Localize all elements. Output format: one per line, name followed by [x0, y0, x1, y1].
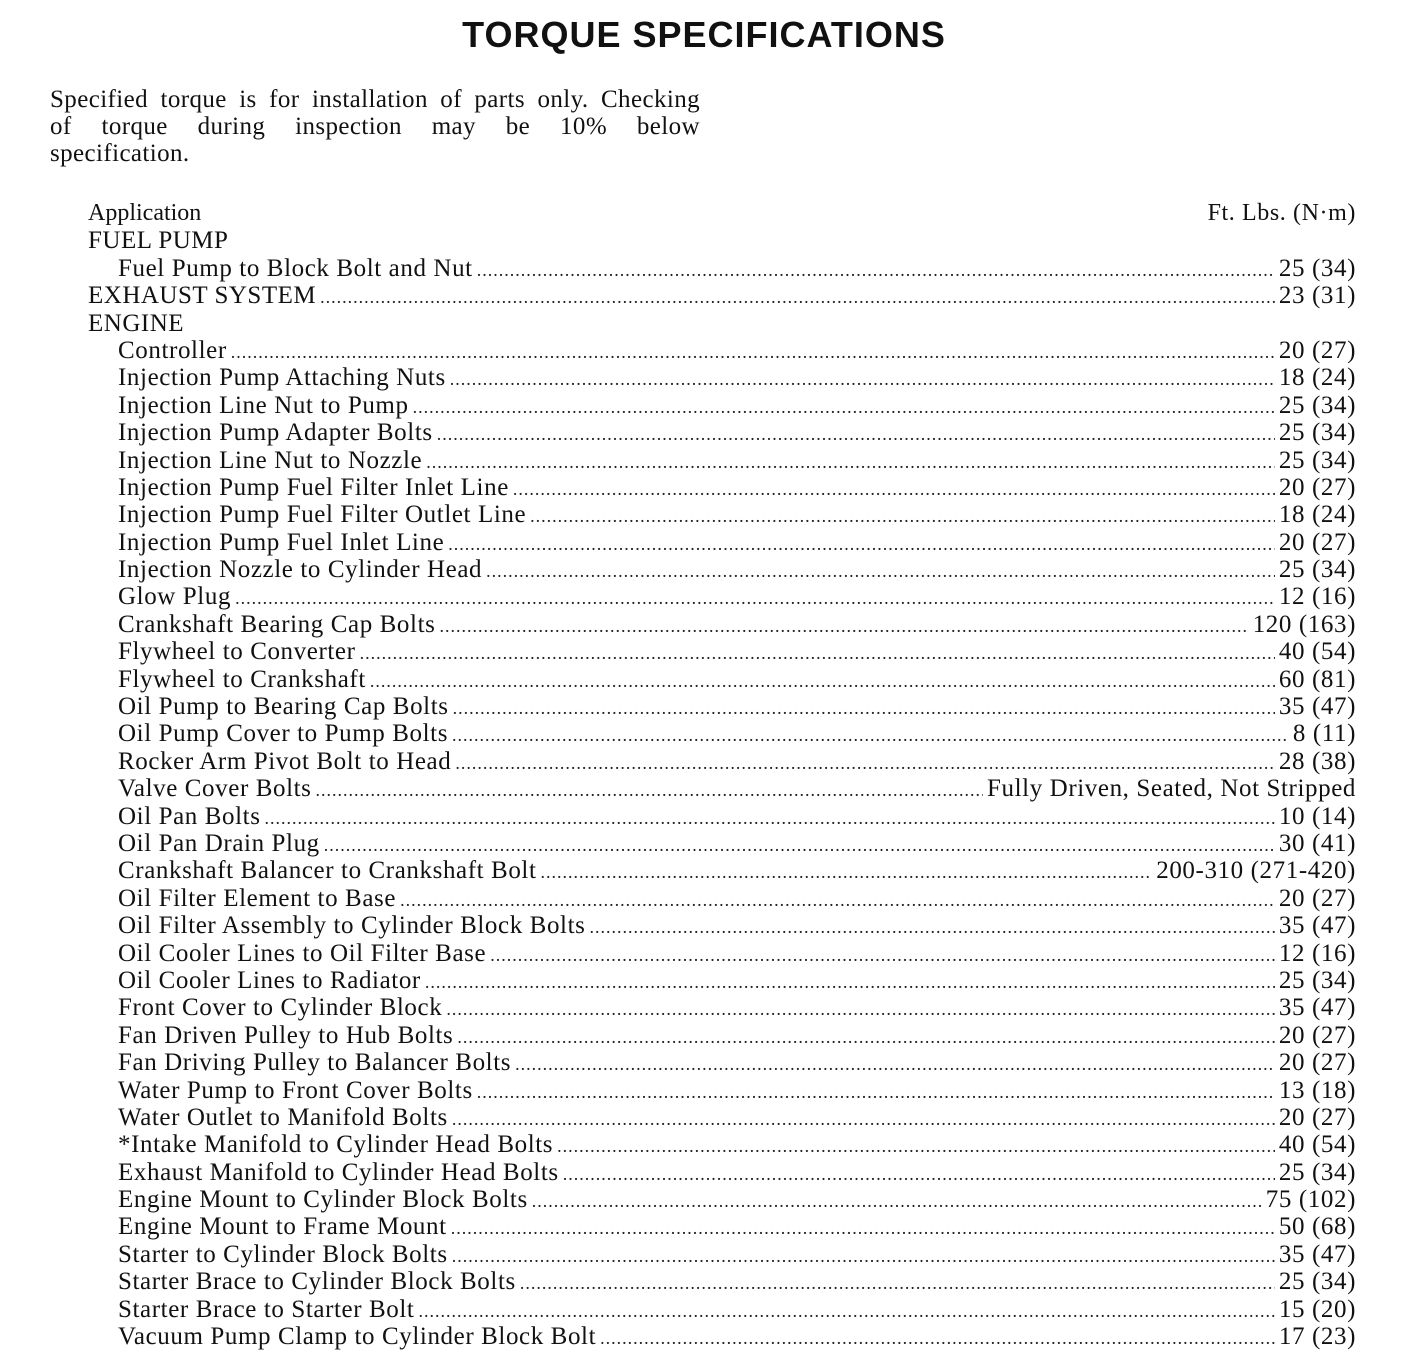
- application-label: Fuel Pump to Block Bolt and Nut: [88, 255, 473, 282]
- torque-value: 25 (34): [1278, 966, 1356, 994]
- application-label: Exhaust Manifold to Cylinder Head Bolts: [88, 1159, 559, 1186]
- torque-value: 35 (47): [1278, 693, 1356, 721]
- torque-value: 40 (54): [1278, 638, 1356, 666]
- dot-leader: [520, 1270, 1275, 1295]
- torque-value: 30 (41): [1278, 829, 1356, 857]
- dot-leader: [515, 1051, 1275, 1076]
- torque-value: 35 (47): [1278, 1240, 1356, 1268]
- table-row: [88, 803, 1356, 830]
- dot-leader: [532, 1188, 1262, 1213]
- table-row: [88, 556, 1356, 583]
- table-row: [88, 1213, 1356, 1240]
- header-application: Application: [88, 200, 202, 226]
- application-label: Starter to Cylinder Block Bolts: [88, 1241, 448, 1268]
- table-row: [88, 1323, 1356, 1350]
- application-label: Engine Mount to Cylinder Block Bolts: [88, 1186, 528, 1213]
- torque-value: 25 (34): [1278, 446, 1356, 474]
- table-row: [88, 1077, 1356, 1104]
- torque-value: 20 (27): [1278, 1103, 1356, 1131]
- application-label: Flywheel to Converter: [88, 638, 356, 665]
- application-label: Vacuum Pump Clamp to Cylinder Block Bolt: [88, 1323, 596, 1350]
- application-label: Injection Pump Adapter Bolts: [88, 419, 433, 446]
- table-row: [88, 994, 1356, 1021]
- torque-value: 25 (34): [1278, 1158, 1356, 1186]
- application-label: Crankshaft Balancer to Crankshaft Bolt: [88, 857, 537, 884]
- application-label: Injection Pump Fuel Filter Outlet Line: [88, 501, 526, 528]
- dot-leader: [320, 284, 1275, 309]
- application-label: Oil Pan Bolts: [88, 803, 261, 830]
- dot-leader: [235, 585, 1275, 610]
- torque-value: 20 (27): [1278, 884, 1356, 912]
- application-label: Oil Filter Element to Base: [88, 885, 396, 912]
- dot-leader: [324, 832, 1275, 857]
- dot-leader: [400, 887, 1275, 912]
- dot-leader: [453, 695, 1275, 720]
- application-label: Engine Mount to Frame Mount: [88, 1213, 447, 1240]
- application-label: Oil Pump to Bearing Cap Bolts: [88, 693, 449, 720]
- dot-leader: [541, 859, 1153, 884]
- dot-leader: [450, 366, 1275, 391]
- application-label: Starter Brace to Cylinder Block Bolts: [88, 1268, 516, 1295]
- section-row: [88, 282, 1356, 309]
- dot-leader: [231, 339, 1275, 364]
- dot-leader: [486, 558, 1275, 583]
- application-label: Injection Nozzle to Cylinder Head: [88, 556, 482, 583]
- dot-leader: [513, 476, 1275, 501]
- application-label: Flywheel to Crankshaft: [88, 666, 366, 693]
- table-row: [88, 857, 1356, 884]
- dot-leader: [413, 394, 1275, 419]
- section-label: FUEL PUMP: [88, 227, 229, 255]
- application-label: Fan Driven Pulley to Hub Bolts: [88, 1022, 453, 1049]
- table-row: [88, 693, 1356, 720]
- table-row: [88, 912, 1356, 939]
- torque-value: 20 (27): [1278, 336, 1356, 364]
- application-label: Oil Cooler Lines to Oil Filter Base: [88, 940, 486, 967]
- application-label: Front Cover to Cylinder Block: [88, 994, 442, 1021]
- table-row: [88, 1241, 1356, 1268]
- table-row: [88, 474, 1356, 501]
- section-label: ENGINE: [88, 309, 185, 337]
- torque-value: 8 (11): [1292, 720, 1356, 748]
- application-label: Oil Cooler Lines to Radiator: [88, 967, 421, 994]
- dot-leader: [563, 1161, 1275, 1186]
- table-row: [88, 1022, 1356, 1049]
- application-label: Oil Pump Cover to Pump Bolts: [88, 720, 448, 747]
- torque-value: 75 (102): [1265, 1186, 1356, 1214]
- torque-value: 35 (47): [1278, 994, 1356, 1022]
- torque-value: 50 (68): [1278, 1213, 1356, 1241]
- application-label: Crankshaft Bearing Cap Bolts: [88, 611, 435, 638]
- application-label: Injection Pump Fuel Filter Inlet Line: [88, 474, 509, 501]
- table-row: [88, 1268, 1356, 1295]
- dot-leader: [457, 1024, 1275, 1049]
- dot-leader: [437, 421, 1275, 446]
- dot-leader: [452, 1106, 1275, 1131]
- torque-spec-table: [88, 200, 1356, 1350]
- table-row: [88, 940, 1356, 967]
- table-row: [88, 1131, 1356, 1158]
- section-label: EXHAUST SYSTEM: [88, 282, 317, 310]
- application-label: Starter Brace to Starter Bolt: [88, 1296, 414, 1323]
- dot-leader: [439, 613, 1248, 638]
- torque-value: 200-310 (271-420): [1156, 857, 1356, 885]
- dot-leader: [418, 1298, 1274, 1323]
- torque-value: 10 (14): [1278, 802, 1356, 830]
- table-row: [88, 1296, 1356, 1323]
- dot-leader: [589, 914, 1274, 939]
- table-row: [88, 255, 1356, 282]
- dot-leader: [490, 942, 1275, 967]
- table-row: [88, 1049, 1356, 1076]
- torque-value: 25 (34): [1278, 1268, 1356, 1296]
- dot-leader: [477, 1079, 1275, 1104]
- torque-value: 18 (24): [1278, 364, 1356, 392]
- dot-leader: [600, 1325, 1275, 1350]
- table-row: [88, 501, 1356, 528]
- torque-value: Fully Driven, Seated, Not Stripped: [987, 775, 1356, 803]
- application-label: Controller: [88, 337, 227, 364]
- torque-value: 17 (23): [1278, 1323, 1356, 1351]
- application-label: Injection Line Nut to Nozzle: [88, 447, 422, 474]
- torque-value: 23 (31): [1278, 282, 1356, 310]
- dot-leader: [426, 449, 1275, 474]
- dot-leader: [265, 805, 1275, 830]
- table-row: [88, 529, 1356, 556]
- torque-value: 20 (27): [1278, 1021, 1356, 1049]
- dot-leader: [455, 750, 1275, 775]
- dot-leader: [425, 969, 1275, 994]
- section-row: [88, 227, 1356, 254]
- table-row: [88, 638, 1356, 665]
- dot-leader: [446, 996, 1275, 1021]
- application-label: Oil Pan Drain Plug: [88, 830, 320, 857]
- intro-paragraph: Specified torque is for installation of parts only. Checking of torque during inspection may be 10% below specification.: [50, 86, 700, 167]
- application-label: Water Outlet to Manifold Bolts: [88, 1104, 448, 1131]
- dot-leader: [530, 503, 1275, 528]
- torque-value: 20 (27): [1278, 1049, 1356, 1077]
- application-label: Glow Plug: [88, 583, 231, 610]
- dot-leader: [360, 640, 1275, 665]
- torque-value: 28 (38): [1278, 747, 1356, 775]
- torque-value: 120 (163): [1252, 610, 1356, 638]
- dot-leader: [370, 668, 1275, 693]
- table-row: [88, 1104, 1356, 1131]
- application-label: *Intake Manifold to Cylinder Head Bolts: [88, 1131, 553, 1158]
- torque-value: 40 (54): [1278, 1131, 1356, 1159]
- table-body: [88, 227, 1356, 1350]
- dot-leader: [316, 777, 984, 802]
- torque-value: 25 (34): [1278, 391, 1356, 419]
- application-label: Injection Pump Fuel Inlet Line: [88, 529, 444, 556]
- torque-value: 25 (34): [1278, 556, 1356, 584]
- torque-value: 15 (20): [1278, 1295, 1356, 1323]
- table-row: [88, 885, 1356, 912]
- dot-leader: [477, 257, 1275, 282]
- table-row: [88, 392, 1356, 419]
- torque-value: 18 (24): [1278, 501, 1356, 529]
- dot-leader: [557, 1133, 1275, 1158]
- torque-value: 25 (34): [1278, 419, 1356, 447]
- application-label: Injection Pump Attaching Nuts: [88, 364, 446, 391]
- torque-value: 12 (16): [1278, 583, 1356, 611]
- dot-leader: [448, 531, 1275, 556]
- table-row: [88, 775, 1356, 802]
- table-row: [88, 830, 1356, 857]
- torque-value: 13 (18): [1278, 1076, 1356, 1104]
- torque-value: 35 (47): [1278, 912, 1356, 940]
- table-row: [88, 967, 1356, 994]
- table-row: [88, 666, 1356, 693]
- application-label: Rocker Arm Pivot Bolt to Head: [88, 748, 451, 775]
- torque-value: 25 (34): [1278, 254, 1356, 282]
- table-row: [88, 583, 1356, 610]
- table-header: [88, 200, 1356, 227]
- table-row: [88, 337, 1356, 364]
- table-row: [88, 447, 1356, 474]
- dot-leader: [452, 722, 1289, 747]
- torque-value: 20 (27): [1278, 473, 1356, 501]
- page-title: TORQUE SPECIFICATIONS: [462, 14, 946, 55]
- table-row: [88, 1159, 1356, 1186]
- dot-leader: [451, 1215, 1275, 1240]
- table-row: [88, 748, 1356, 775]
- torque-value: 12 (16): [1278, 939, 1356, 967]
- header-units: Ft. Lbs. (N·m): [1207, 200, 1356, 226]
- application-label: Valve Cover Bolts: [88, 775, 312, 802]
- table-row: [88, 419, 1356, 446]
- application-label: Oil Filter Assembly to Cylinder Block Bolts: [88, 912, 585, 939]
- dot-leader: [452, 1243, 1275, 1268]
- table-row: [88, 364, 1356, 391]
- table-row: [88, 720, 1356, 747]
- application-label: Fan Driving Pulley to Balancer Bolts: [88, 1049, 511, 1076]
- torque-value: 20 (27): [1278, 528, 1356, 556]
- application-label: Water Pump to Front Cover Bolts: [88, 1077, 473, 1104]
- torque-value: 60 (81): [1278, 665, 1356, 693]
- section-row: [88, 310, 1356, 337]
- table-row: [88, 1186, 1356, 1213]
- table-row: [88, 611, 1356, 638]
- application-label: Injection Line Nut to Pump: [88, 392, 409, 419]
